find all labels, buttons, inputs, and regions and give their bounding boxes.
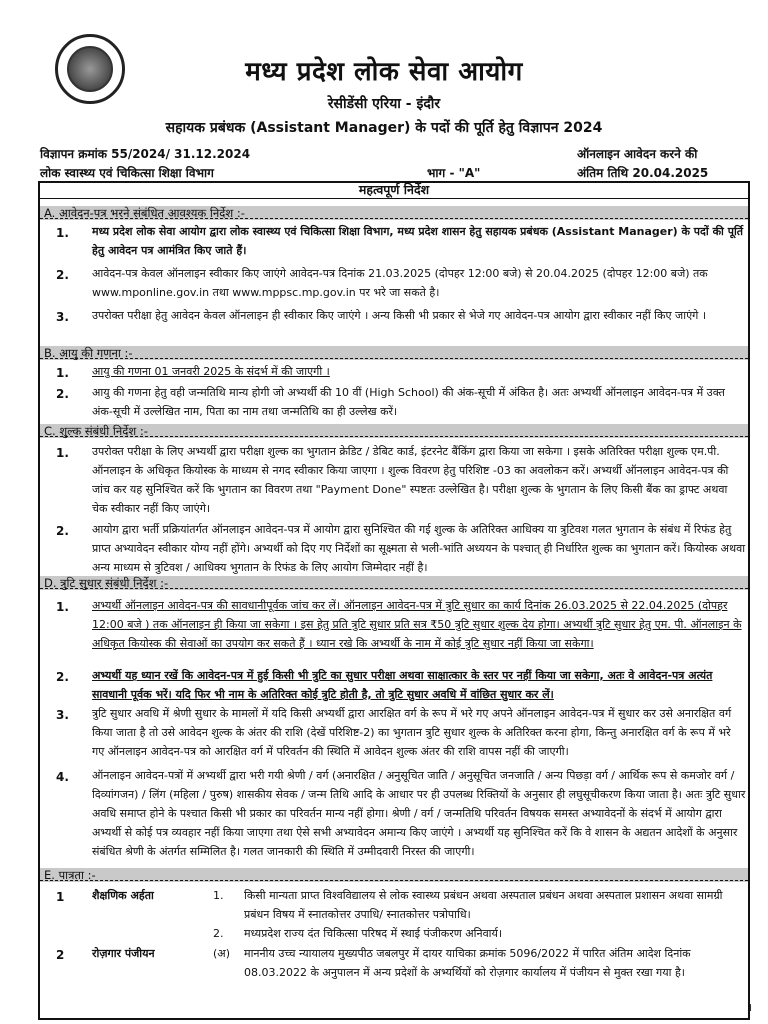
item-number: (अ) bbox=[213, 947, 230, 960]
item-number: 3. bbox=[56, 708, 69, 722]
item-number: 2. bbox=[56, 387, 69, 401]
section-a-heading: A. आवेदन-पत्र भरने संबंधित आवश्यक निर्देश :- bbox=[40, 206, 748, 220]
item-d4: ऑनलाइन आवेदन-पत्रों में अभ्यर्थी द्वारा भरी गयी श्रेणी / वर्ग (अनारक्षित / अनुसूचित जाति / अनुसूचित जनजाति / अन्य पिछड़ा वर्ग / आर्थिक रूप से कमजोर वर्ग / दिव्यांगजन) / लिंग (महिला / पुरुष) शासकीय सेवक / जन्म तिथि आदि के आधार पर ही उपलब्ध रिक्तियों के अनुसार ही लघुसूचीकरण किया जाता है। अतः त्रुटि सुधार अवधि समाप्त होने के पश्चात किसी भी प्रकार का परिवर्तन मान्य नहीं होगा। श्रेणी / वर्ग / जन्मतिथि परिवर्तन विषयक समस्त अभ्यावेदनों के संदर्भ में आयोग द्वारा अभ्यर्थी से कोई पत्र व्यवहार नहीं किया जाएगा तथा ऐसे सभी अभ्यावेदन अमान्य किए जाएंगे । अभ्यर्थी यह सुनिश्चित करें कि वे शासन के अद्यतन आदेशों के अनुसार संबंधित श्रेणी के अंतर्गत सम्मिलित है। गलत जानकारी की स्थिति में उम्मीदवारी निरस्त की जाएगी। bbox=[92, 769, 746, 858]
section-d-heading: D. त्रुटि सुधार संबंधी निर्देश :- bbox=[40, 576, 748, 590]
page-mark: । bbox=[748, 1001, 753, 1014]
box-title: महत्वपूर्ण निर्देश bbox=[38, 181, 750, 199]
item-number: 2 bbox=[56, 948, 65, 962]
eligibility-label-employment: रोज़गार पंजीयन bbox=[92, 947, 155, 960]
commission-title: मध्य प्रदेश लोक सेवा आयोग bbox=[245, 57, 523, 87]
education-qualification-1: किसी मान्यता प्राप्त विश्वविद्यालय से लोक स्वास्थ्य प्रबंधन अथवा अस्पताल प्रबंधन अथवा अस्पताल प्रशासन अथवा सामग्री प्रबंधन विषय में स्नातकोत्तर उपाधि/ स्नातकोत्तर पत्रोपाधि। bbox=[244, 889, 723, 921]
item-c2: आयोग द्वारा भर्ती प्रक्रियांतर्गत ऑनलाइन आवेदन-पत्र में आयोग द्वारा सुनिश्चित की गई शुल्क के अतिरिक्त आधिक्य या त्रुटिवश गलत भुगतान के संबंध में रिफंड हेतु प्राप्त अभ्यावेदन स्वीकार योग्य नहीं होंगे। अभ्यर्थी को दिए गए निर्देशों का सूक्ष्मता से भली-भांति अध्ययन के पश्चात् ही निर्धारित शुल्क का भुगतान करें। कियोस्क अथवा अन्य माध्यम से त्रुटिवश / आधिक्य भुगतान के रिफंड के लिए आयोग जिम्मेदार नहीं है। bbox=[92, 523, 746, 574]
item-number: 2. bbox=[213, 927, 224, 940]
item-number: 1. bbox=[56, 226, 69, 240]
department-name: लोक स्वास्थ्य एवं चिकित्सा शिक्षा विभाग bbox=[40, 166, 214, 180]
employment-registration-note: माननीय उच्च न्यायालय मुख्यपीठ जबलपुर में दायर याचिका क्रमांक 5096/2022 में पारित अंतिम आदेश दिनांक 08.03.2022 के अनुपालन में अन्य प्रदेशों के अभ्यर्थियों को रोज़गार कार्यालय में पंजीयन से मुक्त रखा गया है। bbox=[244, 947, 691, 979]
item-number: 2. bbox=[56, 670, 69, 684]
item-c1: उपरोक्त परीक्षा के लिए अभ्यर्थी द्वारा परीक्षा शुल्क का भुगतान क्रेडिट / डेबिट कार्ड, इंटरनेट बैंकिंग द्वारा किया जा सकेगा । इसके अतिरिक्त परीक्षा शुल्क एम.पी. ऑनलाइन के अधिकृत कियोस्क के माध्यम से नगद स्वीकार किया जाएगा । शुल्क विवरण हेतु परिशिष्ट -03 का अवलोकन करें। अभ्यर्थी ऑनलाइन आवेदन-पत्र की जांच कर यह सुनिश्चित करें कि भुगतान का विवरण तथा "Payment Done" स्पष्टतः उल्लेखित है। परीक्षा शुल्क के भुगतान के लिए किसी बैंक का ड्राफ्ट अथवा चेक स्वीकार नहीं किए जाएंगे। bbox=[92, 445, 729, 515]
eligibility-label-education: शैक्षणिक अर्हता bbox=[92, 889, 154, 902]
item-number: 1. bbox=[56, 600, 69, 614]
section-b-heading: B. आयु की गणना :- bbox=[40, 346, 748, 360]
online-apply-label: ऑनलाइन आवेदन करने की bbox=[577, 147, 698, 161]
item-a2: आवेदन-पत्र केवल ऑनलाइन स्वीकार किए जाएंगे आवेदन-पत्र दिनांक 21.03.2025 (दोपहर 12:00 बजे) से 20.04.2025 (दोपहर 12:00 बजे) तक www.mponline.gov.in तथा www.mppsc.mp.gov.in पर भरे जा सकते है। bbox=[92, 267, 708, 299]
item-d3: त्रुटि सुधार अवधि में श्रेणी सुधार के मामलों में यदि किसी अभ्यर्थी द्वारा आरक्षित वर्ग के रूप में भरे गए अपने ऑनलाइन आवेदन-पत्र में सुधार कर उसे अनारक्षित वर्ग किया जाता है तो उसे आवेदन शुल्क के अंतर की राशि (देखें परिशिष्ट-2) का भुगतान त्रुटि सुधार शुल्क के अतिरिक्त करना होगा, किन्तु अनारक्षित वर्ग के रूप में भरे गए ऑनलाइन आवेदन-पत्र को आरक्षित वर्ग में परिवर्तन की स्थिति में आवेदन शुल्क अंतर की राशि वापस नहीं की जाएगी। bbox=[92, 707, 732, 758]
item-number: 1. bbox=[213, 889, 224, 902]
item-number: 4. bbox=[56, 770, 69, 784]
advertisement-number: विज्ञापन क्रमांक 55/2024/ 31.12.2024 bbox=[40, 147, 251, 161]
advertisement-subtitle: सहायक प्रबंधक (Assistant Manager) के पदों की पूर्ति हेतु विज्ञापन 2024 bbox=[165, 120, 603, 136]
item-b1: आयु की गणना 01 जनवरी 2025 के संदर्भ में की जाएगी । bbox=[92, 365, 330, 378]
part-label: भाग - "A" bbox=[427, 166, 481, 180]
item-number: 2. bbox=[56, 524, 69, 538]
item-a1: मध्य प्रदेश लोक सेवा आयोग द्वारा लोक स्वास्थ्य एवं चिकित्सा शिक्षा विभाग, मध्य प्रदेश शासन हेतु सहायक प्रबंधक (Assistant Manager) के पदों की पूर्ति हेतु आवेदन पत्र आमंत्रित किए जाते हैं। bbox=[92, 225, 744, 257]
section-c-heading: C. शुल्क संबंधी निर्देश :- bbox=[40, 424, 748, 438]
item-number: 1. bbox=[56, 366, 69, 380]
section-e-heading: E. पात्रता :- bbox=[40, 868, 748, 882]
item-a3: उपरोक्त परीक्षा हेतु आवेदन केवल ऑनलाइन ही स्वीकार किए जाएंगे । अन्य किसी भी प्रकार से भेजे गए आवेदन-पत्र आयोग द्वारा स्वीकार नहीं किए जाएंगे । bbox=[92, 309, 707, 322]
last-date: अंतिम तिथि 20.04.2025 bbox=[577, 166, 709, 180]
item-number: 1 bbox=[56, 890, 65, 904]
item-number: 1. bbox=[56, 446, 69, 460]
item-number: 3. bbox=[56, 310, 69, 324]
item-d1: अभ्यर्थी ऑनलाइन आवेदन-पत्र की सावधानीपूर्वक जांच कर लें। ऑनलाइन आवेदन-पत्र में त्रुटि सुधार का कार्य दिनांक 26.03.2025 से 22.04.2025 (दोपहर 12:00 बजे ) तक ऑनलाइन ही किया जा सकेगा । इस हेतु प्रति त्रुटि सुधार प्रति सत्र ₹50 त्रुटि सुधार शुल्क देय होगा। अभ्यर्थी त्रुटि सुधार हेतु एम. पी. ऑनलाइन के अधिकृत कियोस्क की सेवाओं का उपयोग कर सकते हैं । ध्यान रखे कि अभ्यर्थी के नाम में कोई त्रुटि सुधार नहीं किया जा सकेगा। bbox=[92, 599, 742, 650]
commission-address: रेसीडेंसी एरिया - इंदौर bbox=[327, 96, 441, 112]
item-b2: आयु की गणना हेतु वही जन्मतिथि मान्य होगी जो अभ्यर्थी की 10 वीं (High School) की अंक-सूची में अंकित है। अतः अभ्यर्थी ऑनलाइन आवेदन-पत्र में उक्त अंक-सूची में उल्लेखित नाम, पिता का नाम तथा जन्मतिथि का ही उल्लेख करें। bbox=[92, 386, 725, 418]
item-number: 2. bbox=[56, 268, 69, 282]
item-d2: अभ्यर्थी यह ध्यान रखें कि आवेदन-पत्र में हुई किसी भी त्रुटि का सुधार परीक्षा अथवा साक्षात्कार के स्तर पर नहीं किया जा सकेगा, अतः वे आवेदन-पत्र अत्यंत सावधानी पूर्वक भरें। यदि फिर भी नाम के अतिरिक्त कोई त्रुटि होती है, तो त्रुटि सुधार अवधि में वांछित सुधार कर लें। bbox=[92, 669, 713, 701]
education-qualification-2: मध्यप्रदेश राज्य दंत चिकित्सा परिषद में स्थाई पंजीकरण अनिवार्य। bbox=[244, 927, 503, 940]
